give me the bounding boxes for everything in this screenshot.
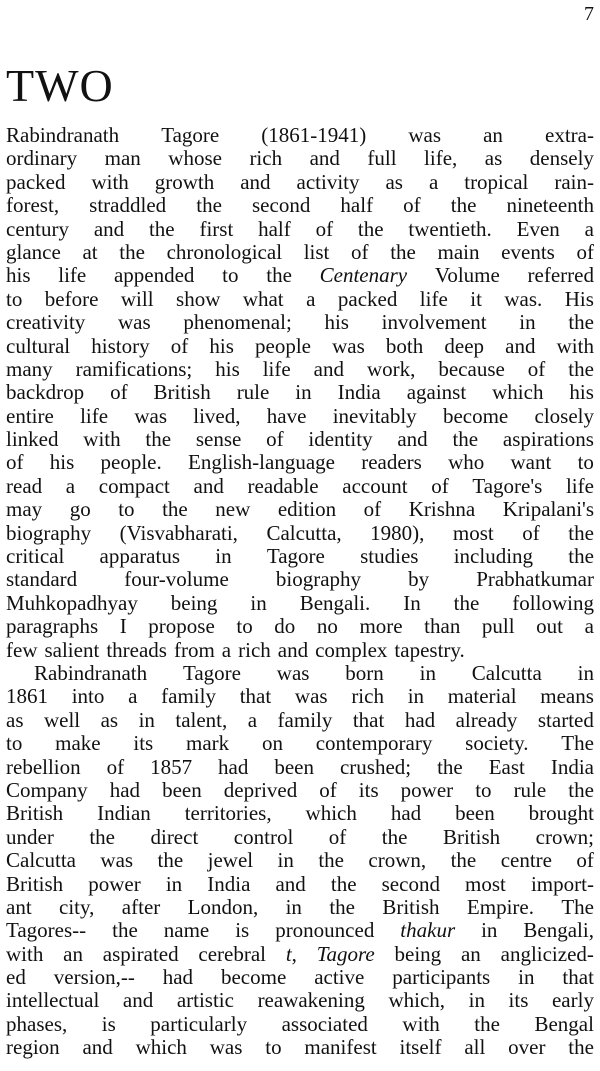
text-line: of his people. English-language readers who want to [6,450,594,475]
text-line: Muhkopadhyay being in Bengali. In the following [6,590,594,615]
text-line: creativity was phenomenal; his involvement in the [6,310,594,335]
text-line: ordinary man whose rich and full life, as densely [6,146,594,171]
text-line: paragraphs I propose to do no more than pull out a [6,614,594,639]
text-line: British Indian territories, which had been brought [6,801,594,826]
text-line: Calcutta was the jewel in the crown, the centre of [6,848,594,873]
text-line: under the direct control of the British crown; [6,824,594,849]
text-line: packed with growth and activity as a tropical rain- [6,169,594,194]
text-line: 1861 into a family that was rich in material means [6,684,594,709]
text-line: critical apparatus in Tagore studies including the [6,544,594,569]
text-line: to make its mark on contemporary society. The [6,731,594,756]
text-line: biography (Visvabharati, Calcutta, 1980), most of the [6,520,594,545]
text-line: read a compact and readable account of Tagore's life [6,473,594,498]
text-line: standard four-volume biography by Prabhatkumar [6,567,594,592]
body-text [6,124,594,1060]
text-line: with an aspirated cerebral t, Tagore being an anglicized- [6,941,594,966]
text-line: many ramifications; his life and work, because of the [6,356,594,381]
text-line: Rabindranath Tagore was born in Calcutta in [34,660,594,685]
text-line: forest, straddled the second half of the nineteenth [6,193,594,218]
text-line: phases, is particularly associated with the Bengal [6,1011,594,1036]
text-line: ant city, after London, in the British Empire. The [6,894,594,919]
text-line: Rabindranath Tagore (1861-1941) was an extra- [6,123,594,147]
text-line: as well as in talent, a family that had already started [6,707,594,732]
text-line: few salient threads from a rich and complex tapestry. [6,637,465,662]
text-line: intellectual and artistic reawakening which, in its early [6,988,594,1013]
text-line: Company had been deprived of its power to rule the [6,777,594,802]
text-line: entire life was lived, have inevitably become closely [6,403,594,428]
text-line: to before will show what a packed life it was. His [6,286,594,311]
text-line: ed version,-- had become active participants in that [6,965,594,990]
paragraph [6,662,594,1060]
text-line: Tagores-- the name is pronounced thakur in Bengali, [6,918,594,943]
text-line: backdrop of British rule in India against which his [6,380,594,405]
text-line: rebellion of 1857 had been crushed; the East India [6,754,594,779]
text-line: linked with the sense of identity and the aspirations [6,427,594,452]
page-number: 7 [584,3,594,25]
chapter-title: TWO [6,60,114,111]
text-line: century and the first half of the twentieth. Even a [6,216,594,241]
paragraph [6,124,594,662]
text-line: region and which was to manifest itself all over the [6,1035,594,1060]
text-line: glance at the chronological list of the main events of [6,239,594,264]
text-line: British power in India and the second most import- [6,871,594,896]
text-line: his life appended to the Centenary Volume referred [6,263,594,288]
text-line: cultural history of his people was both deep and with [6,333,594,358]
text-line: may go to the new edition of Krishna Kripalani's [6,497,594,522]
